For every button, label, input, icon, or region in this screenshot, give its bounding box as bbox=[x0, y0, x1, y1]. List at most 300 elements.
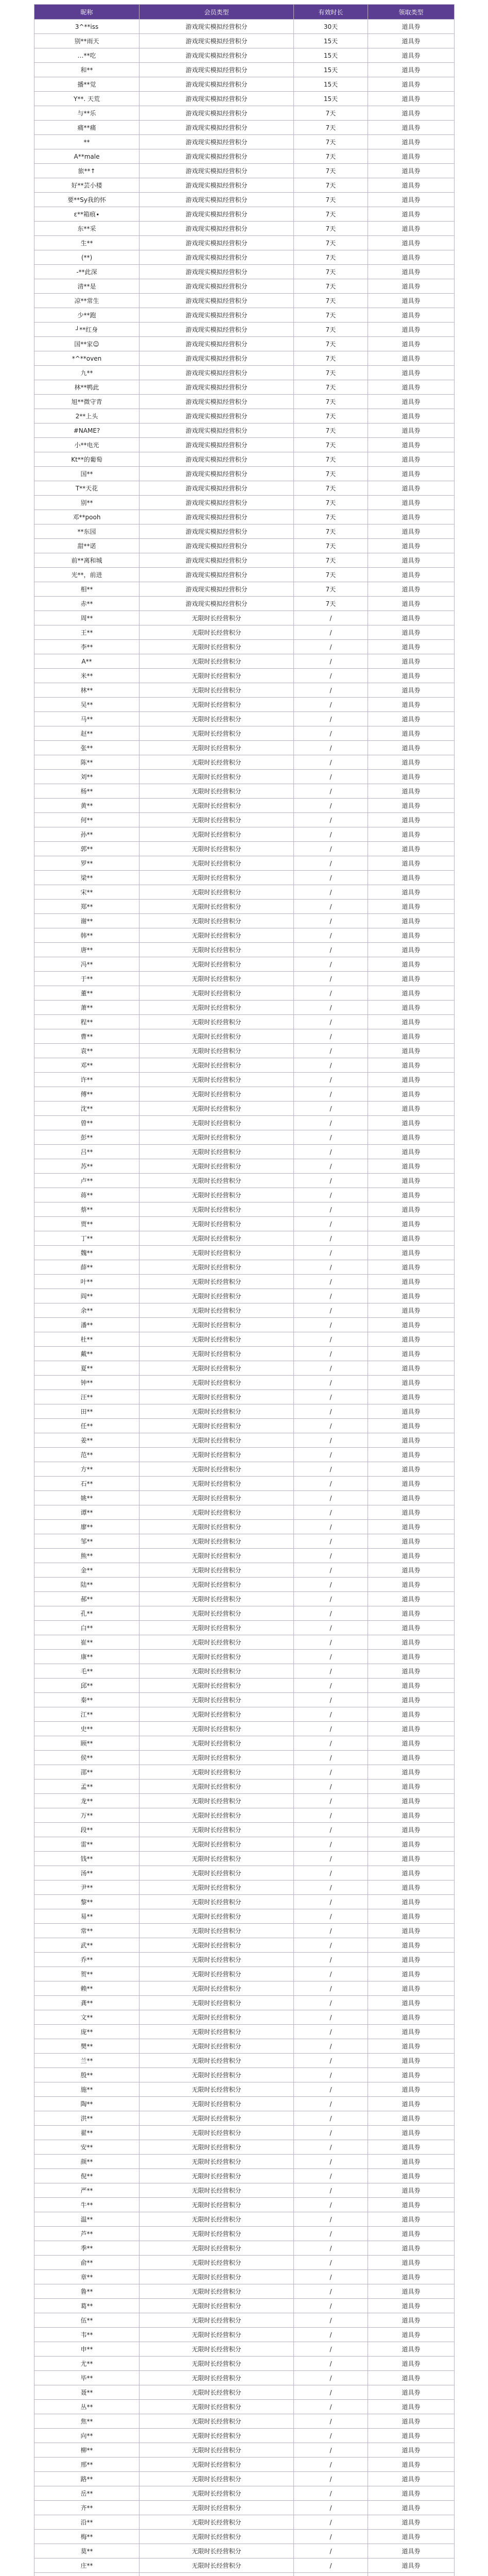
cell-claim-type: 道具券 bbox=[368, 207, 455, 222]
cell-nickname: 倪** bbox=[34, 2169, 140, 2183]
cell-member-type: 无限时长经营积分 bbox=[140, 640, 294, 654]
cell-member-type: 无限时长经营积分 bbox=[140, 2241, 294, 2256]
cell-nickname: T**天花 bbox=[34, 481, 140, 496]
table-row bbox=[34, 308, 455, 323]
table-row bbox=[34, 1765, 455, 1780]
cell-member-type: 游戏现实模拟经营积分 bbox=[140, 279, 294, 294]
cell-claim-type: 道具券 bbox=[368, 799, 455, 813]
cell-member-type: 无限时长经营积分 bbox=[140, 2458, 294, 2472]
cell-duration: / bbox=[294, 1318, 368, 1332]
table-row bbox=[34, 366, 455, 380]
cell-member-type: 无限时长经营积分 bbox=[140, 1909, 294, 1924]
cell-nickname: (**) bbox=[34, 250, 140, 265]
cell-nickname: 尹** bbox=[34, 1880, 140, 1895]
table-row bbox=[34, 1722, 455, 1736]
cell-duration: / bbox=[294, 2212, 368, 2227]
cell-member-type: 游戏现实模拟经营积分 bbox=[140, 597, 294, 611]
cell-duration: / bbox=[294, 1722, 368, 1736]
table-row bbox=[34, 2385, 455, 2400]
cell-nickname: 黄** bbox=[34, 799, 140, 813]
cell-duration: 15天 bbox=[294, 77, 368, 92]
cell-claim-type: 道具券 bbox=[368, 279, 455, 294]
cell-nickname: 米** bbox=[34, 669, 140, 683]
cell-claim-type: 道具券 bbox=[368, 1679, 455, 1693]
cell-claim-type: 道具券 bbox=[368, 1505, 455, 1520]
cell-member-type: 无限时长经营积分 bbox=[140, 1505, 294, 1520]
cell-duration: / bbox=[294, 1462, 368, 1477]
table-row bbox=[34, 524, 455, 539]
cell-duration: / bbox=[294, 871, 368, 885]
table-row bbox=[34, 1563, 455, 1578]
cell-duration: 7天 bbox=[294, 438, 368, 452]
cell-member-type: 无限时长经营积分 bbox=[140, 1751, 294, 1765]
cell-nickname: 樊** bbox=[34, 2039, 140, 2054]
cell-duration: / bbox=[294, 1116, 368, 1130]
cell-member-type: 无限时长经营积分 bbox=[140, 885, 294, 900]
table-row bbox=[34, 1448, 455, 1462]
table-row bbox=[34, 712, 455, 726]
table-row bbox=[34, 1318, 455, 1332]
cell-claim-type: 道具券 bbox=[368, 885, 455, 900]
cell-nickname: 岳** bbox=[34, 2486, 140, 2501]
cell-nickname: 金** bbox=[34, 1563, 140, 1578]
cell-claim-type: 道具券 bbox=[368, 539, 455, 553]
cell-nickname: 甜**诺 bbox=[34, 539, 140, 553]
cell-member-type: 游戏现实模拟经营积分 bbox=[140, 337, 294, 351]
table-row bbox=[34, 2169, 455, 2183]
cell-claim-type: 道具券 bbox=[368, 351, 455, 366]
cell-claim-type: 道具券 bbox=[368, 597, 455, 611]
table-row bbox=[34, 784, 455, 799]
cell-duration: / bbox=[294, 2039, 368, 2054]
cell-claim-type: 道具券 bbox=[368, 380, 455, 395]
cell-member-type: 无限时长经营积分 bbox=[140, 2400, 294, 2414]
table-row bbox=[34, 423, 455, 438]
cell-duration: / bbox=[294, 1938, 368, 1953]
table-row bbox=[34, 1332, 455, 1347]
cell-claim-type: 道具券 bbox=[368, 1289, 455, 1303]
cell-member-type: 无限时长经营积分 bbox=[140, 2198, 294, 2212]
cell-claim-type: 道具券 bbox=[368, 1909, 455, 1924]
cell-member-type: 无限时长经营积分 bbox=[140, 698, 294, 712]
cell-nickname: 申** bbox=[34, 2342, 140, 2357]
cell-member-type: 无限时长经营积分 bbox=[140, 1029, 294, 1044]
cell-member-type: 无限时长经营积分 bbox=[140, 2256, 294, 2270]
cell-member-type: 游戏现实模拟经营积分 bbox=[140, 63, 294, 77]
cell-member-type: 游戏现实模拟经营积分 bbox=[140, 178, 294, 193]
table-row bbox=[34, 34, 455, 48]
cell-claim-type: 道具券 bbox=[368, 914, 455, 928]
cell-nickname: 旅**↑ bbox=[34, 164, 140, 178]
cell-duration: / bbox=[294, 1751, 368, 1765]
cell-claim-type: 道具券 bbox=[368, 510, 455, 524]
cell-duration: / bbox=[294, 1246, 368, 1260]
cell-member-type: 无限时长经营积分 bbox=[140, 1534, 294, 1549]
cell-nickname: 杜** bbox=[34, 1332, 140, 1347]
cell-claim-type: 道具券 bbox=[368, 784, 455, 799]
cell-member-type: 游戏现实模拟经营积分 bbox=[140, 553, 294, 568]
cell-claim-type: 道具券 bbox=[368, 2082, 455, 2097]
cell-nickname: 国**家☺ bbox=[34, 337, 140, 351]
cell-nickname: 于** bbox=[34, 972, 140, 986]
cell-member-type: 游戏现实模拟经营积分 bbox=[140, 308, 294, 323]
cell-duration: 7天 bbox=[294, 366, 368, 380]
cell-claim-type: 道具券 bbox=[368, 1246, 455, 1260]
table-row bbox=[34, 2284, 455, 2299]
cell-claim-type: 道具券 bbox=[368, 1837, 455, 1852]
cell-duration: 7天 bbox=[294, 265, 368, 279]
cell-claim-type: 道具券 bbox=[368, 1159, 455, 1174]
table-row bbox=[34, 178, 455, 193]
cell-member-type: 游戏现实模拟经营积分 bbox=[140, 207, 294, 222]
table-header-row bbox=[34, 5, 455, 20]
table-row bbox=[34, 409, 455, 423]
cell-claim-type: 道具券 bbox=[368, 1635, 455, 1650]
cell-duration: / bbox=[294, 2385, 368, 2400]
cell-member-type: 无限时长经营积分 bbox=[140, 2227, 294, 2241]
table-row bbox=[34, 1116, 455, 1130]
cell-duration: / bbox=[294, 654, 368, 669]
table-row bbox=[34, 395, 455, 409]
table-row bbox=[34, 2414, 455, 2429]
cell-claim-type: 道具券 bbox=[368, 1188, 455, 1202]
table-row bbox=[34, 1015, 455, 1029]
cell-duration: / bbox=[294, 1217, 368, 1231]
cell-member-type: 无限时长经营积分 bbox=[140, 1073, 294, 1087]
cell-claim-type: 道具券 bbox=[368, 741, 455, 755]
cell-nickname: 曾** bbox=[34, 1116, 140, 1130]
cell-nickname: 丛** bbox=[34, 2400, 140, 2414]
cell-claim-type: 道具券 bbox=[368, 986, 455, 1001]
coupon-table bbox=[34, 4, 455, 2576]
cell-duration: / bbox=[294, 1087, 368, 1101]
cell-claim-type: 道具券 bbox=[368, 63, 455, 77]
cell-member-type: 无限时长经营积分 bbox=[140, 1116, 294, 1130]
cell-nickname: 丁** bbox=[34, 1231, 140, 1246]
table-row bbox=[34, 1635, 455, 1650]
cell-member-type: 无限时长经营积分 bbox=[140, 943, 294, 957]
cell-duration: 7天 bbox=[294, 236, 368, 250]
table-row bbox=[34, 669, 455, 683]
cell-member-type: 无限时长经营积分 bbox=[140, 2443, 294, 2458]
cell-nickname: 郑** bbox=[34, 900, 140, 914]
cell-duration: / bbox=[294, 842, 368, 856]
cell-duration: 7天 bbox=[294, 568, 368, 582]
cell-nickname: 方** bbox=[34, 1462, 140, 1477]
cell-claim-type: 道具券 bbox=[368, 467, 455, 481]
cell-claim-type: 道具券 bbox=[368, 2328, 455, 2342]
cell-member-type: 游戏现实模拟经营积分 bbox=[140, 438, 294, 452]
cell-claim-type: 道具券 bbox=[368, 2414, 455, 2429]
table-row bbox=[34, 1087, 455, 1101]
cell-member-type: 无限时长经营积分 bbox=[140, 1217, 294, 1231]
cell-duration: 7天 bbox=[294, 106, 368, 121]
cell-duration: / bbox=[294, 1101, 368, 1116]
cell-duration: / bbox=[294, 2284, 368, 2299]
cell-duration: / bbox=[294, 1895, 368, 1909]
cell-duration: / bbox=[294, 683, 368, 698]
cell-nickname: 韩** bbox=[34, 928, 140, 943]
cell-duration: / bbox=[294, 1693, 368, 1707]
cell-member-type: 无限时长经营积分 bbox=[140, 1592, 294, 1606]
table-row bbox=[34, 106, 455, 121]
cell-nickname: 陶** bbox=[34, 2097, 140, 2111]
cell-nickname: 国** bbox=[34, 467, 140, 481]
cell-claim-type: 道具券 bbox=[368, 1174, 455, 1188]
table-row bbox=[34, 2357, 455, 2371]
cell-nickname: 安** bbox=[34, 2140, 140, 2155]
table-row bbox=[34, 2458, 455, 2472]
table-row bbox=[34, 1419, 455, 1433]
cell-member-type: 游戏现实模拟经营积分 bbox=[140, 236, 294, 250]
cell-nickname: 温** bbox=[34, 2212, 140, 2227]
cell-member-type: 游戏现实模拟经营积分 bbox=[140, 222, 294, 236]
cell-member-type: 无限时长经营积分 bbox=[140, 1260, 294, 1275]
cell-claim-type: 道具券 bbox=[368, 871, 455, 885]
cell-duration: / bbox=[294, 2111, 368, 2126]
cell-member-type: 无限时长经营积分 bbox=[140, 1159, 294, 1174]
cell-claim-type: 道具券 bbox=[368, 1015, 455, 1029]
cell-member-type: 无限时长经营积分 bbox=[140, 2284, 294, 2299]
cell-member-type: 无限时长经营积分 bbox=[140, 2414, 294, 2429]
table-row bbox=[34, 2328, 455, 2342]
table-row bbox=[34, 1044, 455, 1058]
cell-nickname: 姜** bbox=[34, 1433, 140, 1448]
table-row bbox=[34, 2501, 455, 2515]
cell-claim-type: 道具券 bbox=[368, 1664, 455, 1679]
cell-duration: / bbox=[294, 712, 368, 726]
cell-member-type: 游戏现实模拟经营积分 bbox=[140, 467, 294, 481]
cell-claim-type: 道具券 bbox=[368, 1275, 455, 1289]
cell-claim-type: 道具券 bbox=[368, 842, 455, 856]
cell-claim-type: 道具券 bbox=[368, 2385, 455, 2400]
cell-duration: 7天 bbox=[294, 539, 368, 553]
cell-duration: / bbox=[294, 1448, 368, 1462]
cell-member-type: 无限时长经营积分 bbox=[140, 1174, 294, 1188]
cell-claim-type: 道具券 bbox=[368, 1780, 455, 1794]
cell-duration: / bbox=[294, 2169, 368, 2183]
cell-member-type: 无限时长经营积分 bbox=[140, 2486, 294, 2501]
table-row bbox=[34, 1145, 455, 1159]
cell-duration: / bbox=[294, 1606, 368, 1621]
cell-claim-type: 道具券 bbox=[368, 1390, 455, 1404]
cell-claim-type: 道具券 bbox=[368, 2054, 455, 2068]
cell-member-type: 无限时长经营积分 bbox=[140, 1549, 294, 1563]
cell-claim-type: 道具券 bbox=[368, 1794, 455, 1808]
cell-claim-type: 道具券 bbox=[368, 1101, 455, 1116]
cell-claim-type: 道具券 bbox=[368, 308, 455, 323]
cell-nickname: 马** bbox=[34, 712, 140, 726]
cell-member-type: 游戏现实模拟经营积分 bbox=[140, 149, 294, 164]
cell-claim-type: 道具券 bbox=[368, 1722, 455, 1736]
cell-duration: / bbox=[294, 1376, 368, 1390]
cell-duration: / bbox=[294, 900, 368, 914]
cell-nickname: -**此深 bbox=[34, 265, 140, 279]
header-nickname: 昵称 bbox=[34, 5, 140, 20]
cell-nickname: 林**鸭此 bbox=[34, 380, 140, 395]
cell-nickname: 万** bbox=[34, 1808, 140, 1823]
cell-member-type: 无限时长经营积分 bbox=[140, 1087, 294, 1101]
table-row bbox=[34, 1188, 455, 1202]
cell-member-type: 游戏现实模拟经营积分 bbox=[140, 366, 294, 380]
cell-claim-type: 道具券 bbox=[368, 2241, 455, 2256]
cell-member-type: 无限时长经营积分 bbox=[140, 1981, 294, 1996]
cell-nickname: 傅** bbox=[34, 1087, 140, 1101]
table-row bbox=[34, 683, 455, 698]
cell-nickname: 莫** bbox=[34, 2544, 140, 2558]
cell-duration: 7天 bbox=[294, 423, 368, 438]
cell-claim-type: 道具券 bbox=[368, 294, 455, 308]
cell-member-type: 无限时长经营积分 bbox=[140, 669, 294, 683]
cell-nickname: 光**，前进 bbox=[34, 568, 140, 582]
cell-nickname: 阎** bbox=[34, 1289, 140, 1303]
cell-nickname: 清**是 bbox=[34, 279, 140, 294]
cell-duration: / bbox=[294, 784, 368, 799]
cell-member-type: 无限时长经营积分 bbox=[140, 972, 294, 986]
cell-claim-type: 道具券 bbox=[368, 2400, 455, 2414]
cell-duration bbox=[294, 2573, 368, 2576]
cell-nickname: 文** bbox=[34, 2010, 140, 2025]
table-row bbox=[34, 2371, 455, 2385]
cell-nickname: 侯** bbox=[34, 1751, 140, 1765]
cell-nickname: ┘**红身 bbox=[34, 323, 140, 337]
table-row bbox=[34, 1462, 455, 1477]
cell-member-type: 无限时长经营积分 bbox=[140, 1390, 294, 1404]
cell-claim-type: 道具券 bbox=[368, 726, 455, 741]
cell-claim-type: 道具券 bbox=[368, 164, 455, 178]
cell-member-type: 无限时长经营积分 bbox=[140, 1780, 294, 1794]
table-row bbox=[34, 2126, 455, 2140]
cell-claim-type: 道具券 bbox=[368, 1808, 455, 1823]
table-row bbox=[34, 2198, 455, 2212]
cell-duration: 7天 bbox=[294, 121, 368, 135]
cell-member-type: 无限时长经营积分 bbox=[140, 1318, 294, 1332]
cell-duration: / bbox=[294, 611, 368, 625]
cell-member-type: 无限时长经营积分 bbox=[140, 856, 294, 871]
cell-duration: / bbox=[294, 2198, 368, 2212]
cell-duration: / bbox=[294, 2270, 368, 2284]
cell-claim-type: 道具券 bbox=[368, 2515, 455, 2530]
cell-nickname: 和** bbox=[34, 63, 140, 77]
table-row bbox=[34, 1866, 455, 1880]
table-row bbox=[34, 726, 455, 741]
cell-member-type: 无限时长经营积分 bbox=[140, 871, 294, 885]
cell-nickname: 邢** bbox=[34, 2458, 140, 2472]
cell-duration: 7天 bbox=[294, 481, 368, 496]
table-row bbox=[34, 741, 455, 755]
table-row bbox=[34, 2486, 455, 2501]
cell-nickname: 吴** bbox=[34, 698, 140, 712]
cell-member-type: 无限时长经营积分 bbox=[140, 1938, 294, 1953]
cell-duration: / bbox=[294, 1275, 368, 1289]
table-row bbox=[34, 351, 455, 366]
cell-nickname: 江** bbox=[34, 1707, 140, 1722]
cell-duration: / bbox=[294, 1621, 368, 1635]
cell-nickname: 柳** bbox=[34, 2443, 140, 2458]
cell-nickname: 路** bbox=[34, 2472, 140, 2486]
table-row bbox=[34, 2097, 455, 2111]
cell-nickname: 兰** bbox=[34, 2054, 140, 2068]
cell-nickname: 梅** bbox=[34, 2530, 140, 2544]
table-row bbox=[34, 1578, 455, 1592]
cell-claim-type: 道具券 bbox=[368, 755, 455, 770]
cell-nickname: 郝** bbox=[34, 1592, 140, 1606]
cell-claim-type: 道具券 bbox=[368, 568, 455, 582]
cell-duration: 7天 bbox=[294, 294, 368, 308]
cell-member-type: 游戏现实模拟经营积分 bbox=[140, 582, 294, 597]
cell-claim-type: 道具券 bbox=[368, 770, 455, 784]
cell-member-type: 无限时长经营积分 bbox=[140, 1563, 294, 1578]
table-row bbox=[34, 625, 455, 640]
cell-duration: / bbox=[294, 2241, 368, 2256]
cell-claim-type: 道具券 bbox=[368, 928, 455, 943]
cell-claim-type: 道具券 bbox=[368, 1938, 455, 1953]
cell-member-type: 无限时长经营积分 bbox=[140, 2169, 294, 2183]
cell-duration: 7天 bbox=[294, 149, 368, 164]
cell-member-type: 无限时长经营积分 bbox=[140, 2054, 294, 2068]
cell-claim-type: 道具券 bbox=[368, 2501, 455, 2515]
cell-nickname: 庞** bbox=[34, 2025, 140, 2039]
cell-nickname: 庄** bbox=[34, 2558, 140, 2573]
cell-nickname: 颜** bbox=[34, 2155, 140, 2169]
cell-nickname: 少**跑 bbox=[34, 308, 140, 323]
cell-member-type: 无限时长经营积分 bbox=[140, 900, 294, 914]
table-row bbox=[34, 885, 455, 900]
cell-nickname: 痛**痛 bbox=[34, 121, 140, 135]
cell-nickname: 邱** bbox=[34, 1679, 140, 1693]
table-row bbox=[34, 496, 455, 510]
table-row bbox=[34, 2443, 455, 2458]
table-row bbox=[34, 77, 455, 92]
table-row bbox=[34, 1808, 455, 1823]
cell-duration: / bbox=[294, 2025, 368, 2039]
cell-duration: / bbox=[294, 1563, 368, 1578]
cell-nickname: 邓**pooh bbox=[34, 510, 140, 524]
cell-member-type: 无限时长经营积分 bbox=[140, 1578, 294, 1592]
table-row bbox=[34, 1736, 455, 1751]
cell-nickname: ** bbox=[34, 135, 140, 149]
cell-claim-type: 道具券 bbox=[368, 2544, 455, 2558]
cell-duration: / bbox=[294, 928, 368, 943]
cell-claim-type: 道具券 bbox=[368, 2357, 455, 2371]
table-row bbox=[34, 2010, 455, 2025]
table-row bbox=[34, 1534, 455, 1549]
cell-nickname: 殷** bbox=[34, 2068, 140, 2082]
cell-nickname: 刘** bbox=[34, 770, 140, 784]
cell-nickname: 雷** bbox=[34, 1837, 140, 1852]
cell-member-type: 游戏现实模拟经营积分 bbox=[140, 568, 294, 582]
table-row bbox=[34, 900, 455, 914]
cell-claim-type: 道具券 bbox=[368, 92, 455, 106]
cell-member-type: 无限时长经营积分 bbox=[140, 683, 294, 698]
cell-claim-type: 道具券 bbox=[368, 366, 455, 380]
table-row bbox=[34, 698, 455, 712]
cell-member-type: 无限时长经营积分 bbox=[140, 2328, 294, 2342]
cell-member-type: 无限时长经营积分 bbox=[140, 1188, 294, 1202]
cell-nickname: 崔** bbox=[34, 1635, 140, 1650]
cell-member-type: 无限时长经营积分 bbox=[140, 625, 294, 640]
cell-member-type: 无限时长经营积分 bbox=[140, 1433, 294, 1448]
table-row bbox=[34, 92, 455, 106]
cell-claim-type: 道具券 bbox=[368, 1433, 455, 1448]
cell-nickname: 旭**微守青 bbox=[34, 395, 140, 409]
cell-claim-type: 道具券 bbox=[368, 654, 455, 669]
cell-member-type: 无限时长经营积分 bbox=[140, 2126, 294, 2140]
cell-claim-type: 道具券 bbox=[368, 1058, 455, 1073]
table-row bbox=[34, 265, 455, 279]
cell-member-type: 无限时长经营积分 bbox=[140, 1376, 294, 1390]
coupon-table-container bbox=[34, 4, 454, 2576]
